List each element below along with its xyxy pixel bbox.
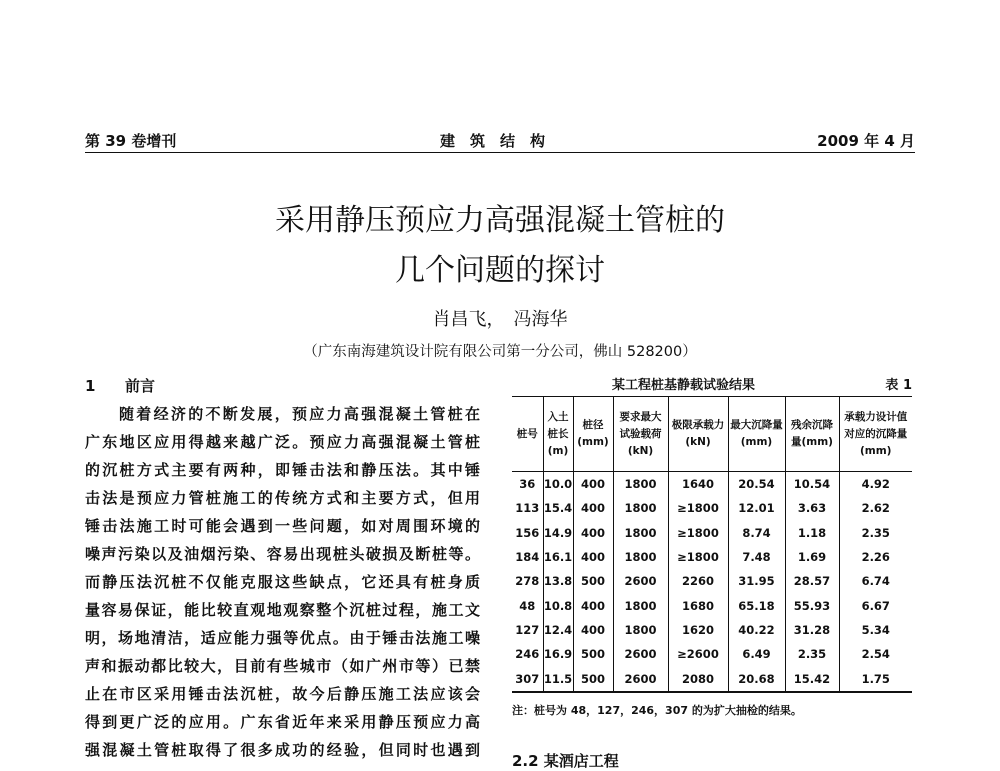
table-cell: 6.67 <box>839 593 912 617</box>
column-header: 要求最大试验载荷(kN) <box>613 397 668 472</box>
authors: 肖昌飞， 冯海华 <box>432 309 568 330</box>
table-cell: 48 <box>519 598 536 613</box>
journal-date: 2009 年 4 月 <box>817 132 915 150</box>
table-cell: 500 <box>573 569 613 593</box>
table-cell: 16.1 <box>543 545 573 569</box>
table-cell: 2080 <box>668 666 728 691</box>
table-cell: 2.62 <box>839 496 912 520</box>
table-number: 表 1 <box>885 378 912 393</box>
table-cell: 10.54 <box>785 472 839 497</box>
table-cell: 15.42 <box>785 666 839 691</box>
table-cell: 246 <box>515 647 540 662</box>
table-cell: 1800 <box>613 545 668 569</box>
table-cell: 11.5 <box>543 666 573 691</box>
table-cell: 500 <box>573 642 613 666</box>
table-cell: 13.8 <box>543 569 573 593</box>
paper-title-line-2: 几个问题的探讨 <box>395 253 605 288</box>
body-line: 明，场地清洁，适应能力强等优点。由于锤击法施工噪 <box>85 629 480 647</box>
table-cell: 36 <box>519 477 536 492</box>
body-line: 止在市区采用锤击法沉桩，故今后静压施工法应该会 <box>85 685 480 703</box>
table-cell: 2.35 <box>839 521 912 545</box>
section-number: 1 <box>85 377 96 395</box>
table-cell: 10.8 <box>543 593 573 617</box>
table-cell: 113 <box>515 501 540 516</box>
table-cell: 1.75 <box>839 666 912 691</box>
table-cell: 4.92 <box>839 472 912 497</box>
column-header: 最大沉降量(mm) <box>728 397 785 472</box>
table-cell: 20.54 <box>728 472 785 497</box>
body-line: 强混凝土管桩取得了很多成功的经验，但同时也遇到 <box>85 741 480 759</box>
results-table <box>512 396 912 693</box>
table-cell: 28.57 <box>785 569 839 593</box>
table-row <box>512 593 912 617</box>
table-cell: 1800 <box>613 521 668 545</box>
table-cell: 307 <box>515 671 540 686</box>
column-header: 桩号 <box>516 427 538 440</box>
section-heading <box>85 372 480 400</box>
table-cell: 2.26 <box>839 545 912 569</box>
column-header: 残余沉降量(mm) <box>785 397 839 472</box>
table-title: 某工程桩基静载试验结果 <box>612 378 756 393</box>
body-line: 广东地区应用得越来越广泛。预应力高强混凝土管桩 <box>85 433 480 451</box>
table-cell: 156 <box>515 525 540 540</box>
table-cell: 65.18 <box>728 593 785 617</box>
body-line: 得到更广泛的应用。广东省近年来采用静压预应力高 <box>85 713 480 731</box>
section-title: 前言 <box>125 377 156 395</box>
table-cell: ≥1800 <box>668 496 728 520</box>
table-cell: 10.0 <box>543 472 573 497</box>
table-cell: 1.69 <box>785 545 839 569</box>
body-line: 击法是预应力管桩施工的传统方式和主要方式，但用 <box>85 489 480 507</box>
journal-name: 建 筑 结 构 <box>440 132 546 150</box>
table-cell: ≥2600 <box>668 642 728 666</box>
header-rule <box>85 152 915 153</box>
table-cell: 400 <box>573 472 613 497</box>
table-cell: 3.63 <box>785 496 839 520</box>
table-cell: 2.35 <box>785 642 839 666</box>
table-row <box>512 521 912 545</box>
paper-title-line-1: 采用静压预应力高强混凝土管桩的 <box>275 203 725 238</box>
table-cell: 2600 <box>613 642 668 666</box>
table-cell: 6.74 <box>839 569 912 593</box>
table-cell: 400 <box>573 593 613 617</box>
body-line: 而静压法沉桩不仅能克服这些缺点，它还具有桩身质 <box>85 573 480 591</box>
table-cell: 2.54 <box>839 642 912 666</box>
affiliation: （广东南海建筑设计院有限公司第一分公司，佛山 528200） <box>303 344 697 360</box>
table-cell: 400 <box>573 618 613 642</box>
table-row <box>512 472 912 497</box>
table-cell: 1800 <box>613 593 668 617</box>
column-header: 极限承载力(kN) <box>668 397 728 472</box>
table-cell: 500 <box>573 666 613 691</box>
table-cell: 20.68 <box>728 666 785 691</box>
table-row <box>512 569 912 593</box>
table-row <box>512 496 912 520</box>
table-cell: 16.9 <box>543 642 573 666</box>
table-cell: 400 <box>573 496 613 520</box>
table-cell: 1680 <box>668 593 728 617</box>
table-cell: 1.18 <box>785 521 839 545</box>
body-line: 量容易保证，能比较直观地观察整个沉桩过程，施工文 <box>85 601 480 619</box>
table-cell: 1620 <box>668 618 728 642</box>
table-cell: 8.74 <box>728 521 785 545</box>
body-text <box>85 400 480 764</box>
table-cell: 400 <box>573 545 613 569</box>
table-cell: 2600 <box>613 666 668 691</box>
table-cell: 31.95 <box>728 569 785 593</box>
table-cell: 2260 <box>668 569 728 593</box>
table-cell: 31.28 <box>785 618 839 642</box>
table-row <box>512 545 912 569</box>
journal-volume: 第 39 卷增刊 <box>85 132 177 150</box>
table-cell: 184 <box>515 550 540 565</box>
table-cell: 400 <box>573 521 613 545</box>
table-row <box>512 618 912 642</box>
table-cell: 14.9 <box>543 521 573 545</box>
table-cell: 127 <box>515 622 540 637</box>
table-cell: 55.93 <box>785 593 839 617</box>
table-row <box>512 666 912 691</box>
table-cell: 1800 <box>613 496 668 520</box>
table-cell: ≥1800 <box>668 521 728 545</box>
left-column <box>85 372 480 764</box>
table-note: 注：桩号为 48，127，246，307 的为扩大抽检的结果。 <box>512 704 802 717</box>
table-cell: 5.34 <box>839 618 912 642</box>
table-cell: 1800 <box>613 618 668 642</box>
table-cell: ≥1800 <box>668 545 728 569</box>
table-cell: 15.4 <box>543 496 573 520</box>
section-heading-2-2: 2.2 某酒店工程 <box>512 752 619 770</box>
table-cell: 40.22 <box>728 618 785 642</box>
table-cell: 1800 <box>613 472 668 497</box>
body-line: 的沉桩方式主要有两种，即锤击法和静压法。其中锤 <box>85 461 480 479</box>
body-line: 锤击法施工时可能会遇到一些问题，如对周围环境的 <box>85 517 480 535</box>
table-cell: 12.01 <box>728 496 785 520</box>
table-cell: 7.48 <box>728 545 785 569</box>
body-line: 随着经济的不断发展，预应力高强混凝土管桩在 <box>119 405 480 423</box>
body-line: 声和振动都比较大，目前有些城市（如广州市等）已禁 <box>85 657 480 675</box>
column-header: 入土桩长(m) <box>543 397 573 472</box>
body-line: 噪声污染以及油烟污染、容易出现桩头破损及断桩等。 <box>85 545 480 563</box>
table-cell: 12.4 <box>543 618 573 642</box>
table-cell: 2600 <box>613 569 668 593</box>
table-cell: 278 <box>515 574 540 589</box>
table-row <box>512 642 912 666</box>
column-header: 桩径(mm) <box>573 397 613 472</box>
column-header: 承载力设计值对应的沉降量(mm) <box>839 397 912 472</box>
table-cell: 1640 <box>668 472 728 497</box>
table-cell: 6.49 <box>728 642 785 666</box>
